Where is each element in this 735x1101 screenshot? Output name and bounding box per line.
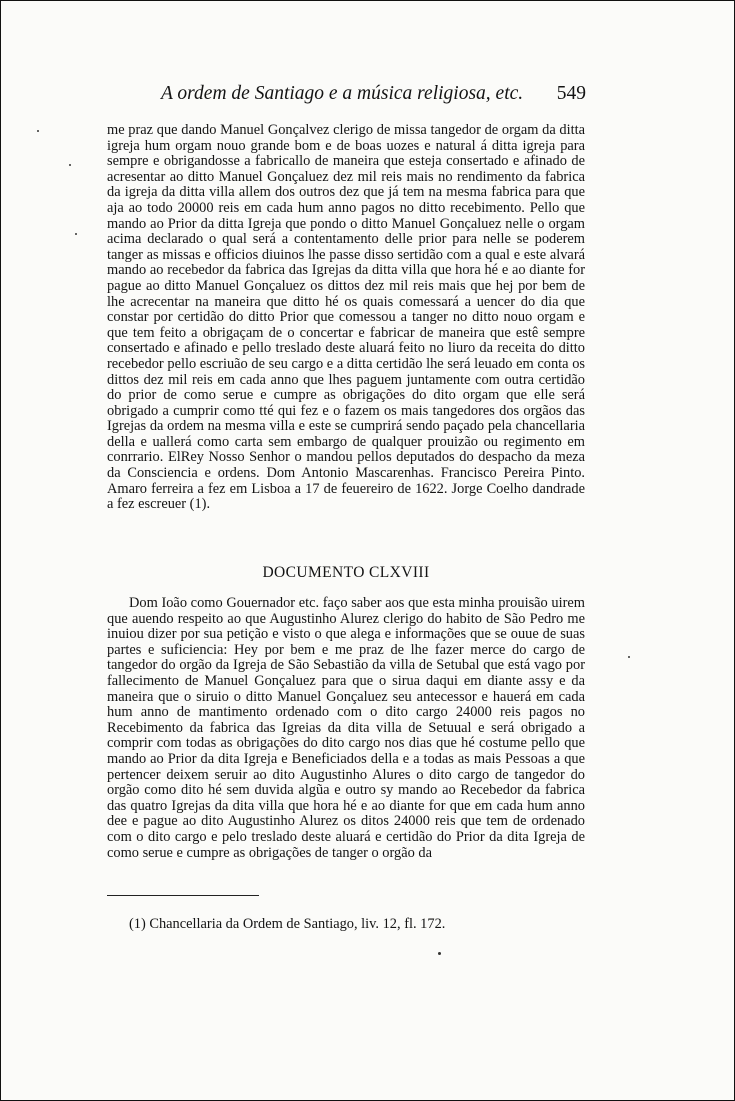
paragraph-document-text: Dom Ioão como Gouernador etc. faço saber aos que esta minha prouisão uirem que auendo respeito ao que Augustinho Alurez clerigo do habito de São Pedro me inuiou dizer por sua petição e visto o que alega e informações que se ouue de suas partes e suficiencia: Hey por bem e me praz de lhe fazer merce do cargo de tangedor do orgão da Igreja de São Sebastião da villa de Setubal que está vago por fallecimento de Manuel Gonçaluez para que o sirua daqui em diante assy e da maneira que o siruio o ditto Manuel Gonçaluez seu antecessor e hauerá em cada hum anno de mantimento ordenado com o dito cargo 24000 reis pagos no Recebimento da fabrica das Igreias da dita villa de Setuual e será obrigado a comprir com todas as obrigações do dito cargo nos dias que hé costume pello que mando ao Prior da dita Igreja e Beneficiados della e a todas as mais Pessoas a que pertencer deixem seruir ao dito Augustinho Alures o dito cargo de tangedor do orgão como dito hé sem duvida algũa e outro sy mando ao Recebedor da fabrica das quatro Igrejas da dita villa que hora hé e ao diante for que em cada hum anno dee e pague ao dito Augustinho Alurez os ditos 24000 reis que tem de ordenado com o dito cargo e pelo treslado deste aluará e certidão do Prior da dita Igreja de como serue e cumpre as obrigações de tanger o orgão da	[107, 595, 585, 861]
speck	[37, 130, 39, 132]
paragraph-continuation: me praz que dando Manuel Gonçalvez clerigo de missa tangedor de orgam da ditta igreja hum orgam nouo grande bom e de boas uozes e natural á ditta igreja para sempre e obrigandosse a fabricallo de maneira que esteja consertado e afinado de acresentar ao ditto Manuel Gonçaluez dez mil reis mais no rendimento da fabrica da igreja da ditta villa allem dos outros dez que já tem na mesma fabrica para que aja ao todo 20000 reis em cada hum anno pagos no ditto recebimento. Pello que mando ao Prior da ditta Igreja que pondo o ditto Manuel Gonçaluez nelle o orgam acima declarado o qual será a contentamento delle prior para nelle se poderem tanger as missas e officios diuinos lhe passe disso sertidão com a qual e este alvará mando ao recebedor da fabrica das Igrejas da ditta villa que hora hé e ao diante for pague ao ditto Manuel Gonçaluez os dittos dez mil reis mais que hej por bem de lhe acrecentar na maneira que ditto hé os quais comessará a uencer do dia que constar por certidão do ditto Prior que comessou a tanger no ditto nouo orgam e que tem feito a obrigaçam de o concertar e fabricar de maneira que estê sempre consertado e afinado e pello treslado deste aluará feito no liuro da receita do ditto recebedor pello escriuão de seu cargo e a ditta certidão lhe será leuado em conta os dittos dez mil reis em cada anno que lhes paguem juntamente com outra certidão do prior de como serue e cumpre as obrigações do dito orgam que elle será obrigado a cumprir como tté qui fez e o fazem os mais tangedores dos orgãos das Igrejas da ordem na mesma villa e este se cumprirá sendo paçado pela chancellaria della e uallerá como carta sem embargo de qualquer prouizão ou regimento em conrrario. ElRey Nosso Senhor o mandou pellos deputados do despacho da meza da Consciencia e ordens. Dom Antonio Mascarenhas. Francisco Pereira Pinto. Amaro ferreira a fez em Lisboa a 17 de feuereiro de 1622. Jorge Coelho dandrade a fez escreuer (1).	[107, 122, 585, 513]
speck	[69, 164, 71, 166]
speck	[438, 952, 441, 955]
document-heading: DOCUMENTO CLXVIII	[262, 564, 430, 581]
footnote-divider	[107, 895, 259, 896]
page-number: 549	[556, 83, 586, 104]
footnote: (1) Chancellaria da Ordem de Santiago, liv. 12, fl. 172.	[129, 916, 446, 932]
running-title: A ordem de Santiago e a música religiosa, etc.	[161, 83, 524, 104]
speck	[628, 656, 630, 658]
speck	[75, 233, 77, 235]
running-head	[161, 81, 601, 107]
